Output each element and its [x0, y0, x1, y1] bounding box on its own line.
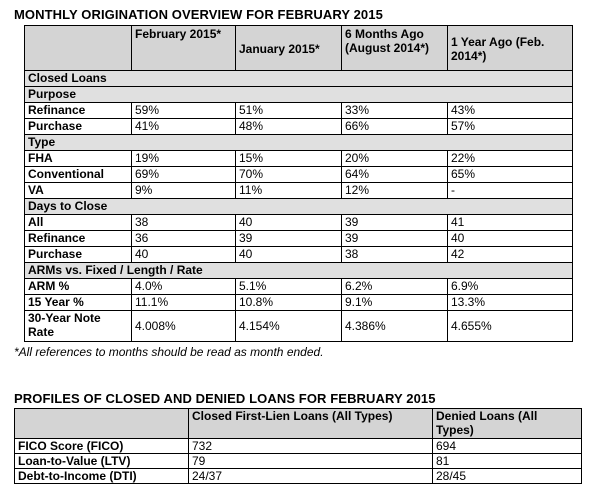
- table-row: [25, 151, 573, 167]
- cell-value: 12%: [342, 183, 448, 199]
- table-row: [25, 103, 573, 119]
- row-label: Purchase: [25, 119, 132, 135]
- cell-value: 39: [342, 231, 448, 247]
- table-row: [15, 439, 582, 454]
- origination-overview-table: [24, 25, 573, 342]
- cell-value: 64%: [342, 167, 448, 183]
- cell-value: 79: [189, 454, 433, 469]
- section-label-arms: ARMs vs. Fixed / Length / Rate: [25, 263, 573, 279]
- cell-value: 6.9%: [448, 279, 573, 295]
- cell-value: 42: [448, 247, 573, 263]
- cell-value: 59%: [132, 103, 236, 119]
- cell-value: 40: [236, 247, 342, 263]
- table-row: [25, 167, 573, 183]
- cell-value: 11%: [236, 183, 342, 199]
- cell-value: 43%: [448, 103, 573, 119]
- cell-value: 38: [132, 215, 236, 231]
- footnote: *All references to months should be read as month ended.: [14, 345, 324, 359]
- table-row: [15, 454, 582, 469]
- row-label: FICO Score (FICO): [15, 439, 189, 454]
- cell-value: 20%: [342, 151, 448, 167]
- cell-value: 41%: [132, 119, 236, 135]
- cell-value: 19%: [132, 151, 236, 167]
- section-label-type: Type: [25, 135, 573, 151]
- column-header-closed-loans: Closed First-Lien Loans (All Types): [189, 409, 433, 439]
- column-header-feb-2015: February 2015*: [132, 26, 236, 71]
- cell-value: 4.154%: [236, 311, 342, 342]
- row-label: ARM %: [25, 279, 132, 295]
- cell-value: 57%: [448, 119, 573, 135]
- row-label: VA: [25, 183, 132, 199]
- table-header-row: [15, 409, 582, 439]
- cell-value: 33%: [342, 103, 448, 119]
- row-label: All: [25, 215, 132, 231]
- row-label: Refinance: [25, 103, 132, 119]
- cell-value: 6.2%: [342, 279, 448, 295]
- cell-value: 24/37: [189, 469, 433, 484]
- cell-value: 15%: [236, 151, 342, 167]
- cell-value: 51%: [236, 103, 342, 119]
- section-label-purpose: Purpose: [25, 87, 573, 103]
- cell-value: 40: [448, 231, 573, 247]
- table-row: [25, 183, 573, 199]
- row-label: Conventional: [25, 167, 132, 183]
- cell-value: 40: [132, 247, 236, 263]
- cell-value: 4.0%: [132, 279, 236, 295]
- cell-value: 13.3%: [448, 295, 573, 311]
- table-row: [25, 279, 573, 295]
- cell-value: 5.1%: [236, 279, 342, 295]
- row-label: FHA: [25, 151, 132, 167]
- column-header-blank: [25, 26, 132, 71]
- cell-value: 38: [342, 247, 448, 263]
- cell-value: 70%: [236, 167, 342, 183]
- row-label: 30-Year Note Rate: [25, 311, 132, 342]
- row-label: Refinance: [25, 231, 132, 247]
- cell-value: 9%: [132, 183, 236, 199]
- column-header-6-months-ago: 6 Months Ago (August 2014*): [342, 26, 448, 71]
- cell-value: 65%: [448, 167, 573, 183]
- table-header-row: [25, 26, 573, 71]
- closed-loans-label: Closed Loans: [25, 71, 573, 87]
- loan-profiles-table: [14, 408, 582, 484]
- cell-value: 69%: [132, 167, 236, 183]
- cell-value: 4.008%: [132, 311, 236, 342]
- table-row: [25, 247, 573, 263]
- cell-value: 11.1%: [132, 295, 236, 311]
- row-label: 15 Year %: [25, 295, 132, 311]
- cell-value: 36: [132, 231, 236, 247]
- section-label-days-to-close: Days to Close: [25, 199, 573, 215]
- cell-value: 48%: [236, 119, 342, 135]
- section-row: [25, 199, 573, 215]
- table-row: [25, 295, 573, 311]
- column-header-1-year-ago: 1 Year Ago (Feb. 2014*): [448, 26, 573, 71]
- cell-value: -: [448, 183, 573, 199]
- closed-loans-row: [25, 71, 573, 87]
- table-row: [25, 311, 573, 342]
- cell-value: 41: [448, 215, 573, 231]
- row-label: Purchase: [25, 247, 132, 263]
- section-row: [25, 87, 573, 103]
- cell-value: 39: [236, 231, 342, 247]
- column-header-jan-2015: January 2015*: [236, 26, 342, 71]
- origination-overview-title: MONTHLY ORIGINATION OVERVIEW FOR FEBRUARY 2015: [14, 7, 383, 22]
- column-header-denied-loans: Denied Loans (All Types): [433, 409, 582, 439]
- cell-value: 39: [342, 215, 448, 231]
- cell-value: 694: [433, 439, 582, 454]
- cell-value: 4.386%: [342, 311, 448, 342]
- row-label: Debt-to-Income (DTI): [15, 469, 189, 484]
- section-row: [25, 263, 573, 279]
- column-header-blank: [15, 409, 189, 439]
- cell-value: 40: [236, 215, 342, 231]
- cell-value: 10.8%: [236, 295, 342, 311]
- cell-value: 66%: [342, 119, 448, 135]
- row-label: Loan-to-Value (LTV): [15, 454, 189, 469]
- cell-value: 9.1%: [342, 295, 448, 311]
- cell-value: 28/45: [433, 469, 582, 484]
- cell-value: 22%: [448, 151, 573, 167]
- cell-value: 732: [189, 439, 433, 454]
- table-row: [25, 231, 573, 247]
- cell-value: 4.655%: [448, 311, 573, 342]
- loan-profiles-title: PROFILES OF CLOSED AND DENIED LOANS FOR FEBRUARY 2015: [14, 391, 436, 406]
- table-row: [15, 469, 582, 484]
- table-row: [25, 215, 573, 231]
- table-row: [25, 119, 573, 135]
- section-row: [25, 135, 573, 151]
- cell-value: 81: [433, 454, 582, 469]
